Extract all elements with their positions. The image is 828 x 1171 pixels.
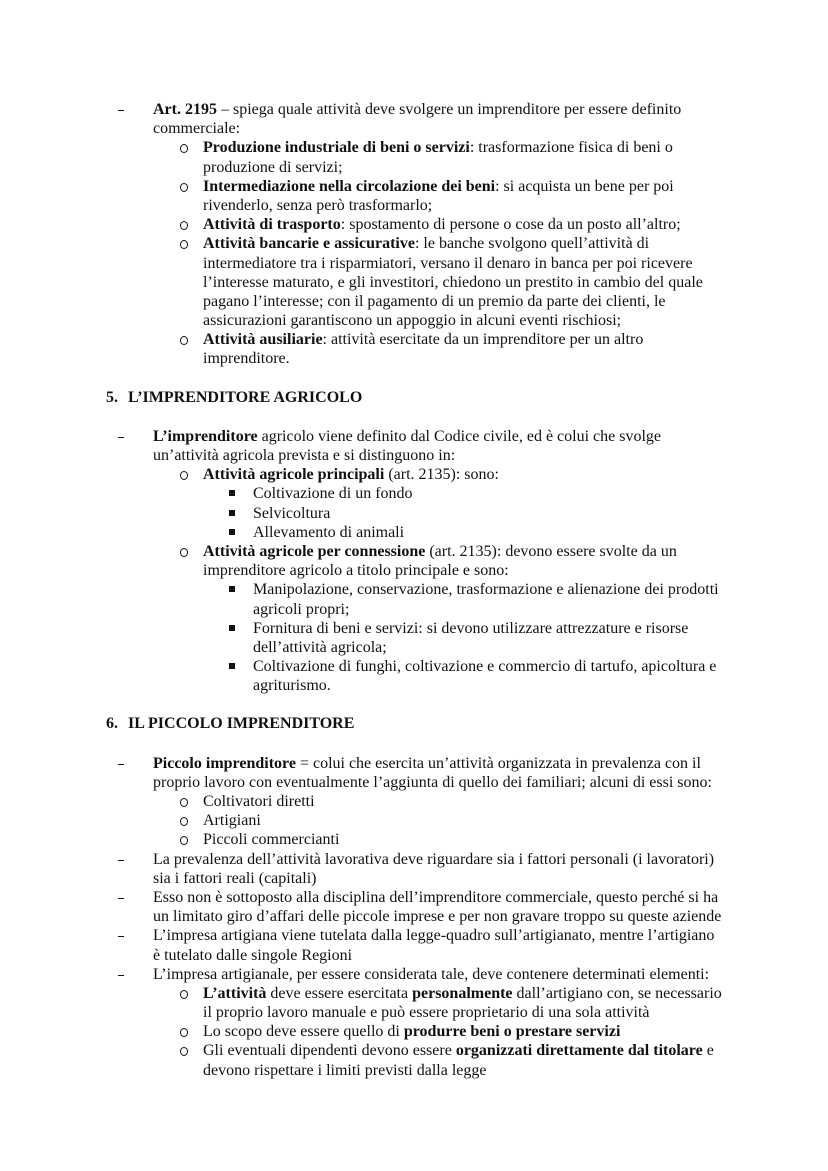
- bold-text: organizzati direttamente dal titolare: [455, 1042, 703, 1060]
- text: produzione di servizi;: [203, 158, 343, 176]
- text: intermediatore tra i risparmiatori, versano il denaro in banca per poi ricevere: [203, 254, 693, 272]
- text-line: [0, 619, 828, 638]
- text-line: [0, 676, 828, 695]
- list-item: [0, 830, 828, 849]
- text-line: [0, 850, 828, 869]
- bold-text: personalmente: [412, 984, 513, 1002]
- circle-bullet-icon: [180, 1047, 188, 1056]
- text: è tutelato dalle singole Regioni: [153, 946, 353, 964]
- text: Manipolazione, conservazione, trasformazione e alienazione dei prodotti: [253, 581, 719, 599]
- text-line: [0, 119, 828, 138]
- text: : si acquista un bene per poi: [495, 177, 674, 195]
- dash-bullet-icon: [118, 764, 124, 765]
- circle-bullet-icon: [180, 798, 188, 807]
- section: [0, 100, 828, 369]
- list-item: [0, 1022, 828, 1041]
- bold-text: produrre beni o prestare servizi: [403, 1023, 621, 1041]
- circle-bullet-icon: [180, 144, 188, 153]
- text: Gli eventuali dipendenti devono essere: [203, 1042, 456, 1060]
- list-item: [0, 100, 828, 138]
- text-line: [0, 754, 828, 773]
- text: : attività esercitate da un imprenditore per un altro: [322, 331, 644, 349]
- text: Coltivazione di funghi, coltivazione e commercio di tartufo, apicoltura e: [253, 658, 717, 676]
- text: il proprio lavoro manuale e può essere proprietario di una sola attività: [203, 1004, 650, 1022]
- bold-text: Piccolo imprenditore: [153, 754, 296, 772]
- text-line: [0, 888, 828, 907]
- text-line: [0, 1022, 828, 1041]
- list-item: [0, 965, 828, 984]
- text-line: [0, 580, 828, 599]
- text-line: [0, 984, 828, 1003]
- circle-bullet-icon: [180, 1028, 188, 1037]
- list-item: [0, 465, 828, 484]
- text-line: [0, 100, 828, 119]
- square-bullet-icon: [229, 510, 235, 516]
- text-line: [0, 792, 828, 811]
- bold-text: Attività di trasporto: [203, 216, 341, 234]
- text-line: [0, 811, 828, 830]
- text: Coltivazione di un fondo: [253, 485, 413, 503]
- text: l’interesse maturato, e gli investitori, chiedono un prestito in cambio del quale: [203, 273, 703, 291]
- list-item: [0, 177, 828, 215]
- list-item: [0, 504, 828, 523]
- text-line: [0, 215, 828, 234]
- text-line: [0, 349, 828, 368]
- text-line: [0, 254, 828, 273]
- text: agricoli propri;: [253, 600, 350, 618]
- square-bullet-icon: [229, 663, 235, 669]
- section-title: IL PICCOLO IMPRENDITORE: [128, 715, 355, 733]
- document-page: [0, 100, 828, 1080]
- text: : le banche svolgono quell’attività di: [414, 235, 650, 253]
- bold-text: Attività agricole principali: [203, 466, 385, 484]
- text: L’impresa artigiana viene tutelata dalla legge-quadro sull’artigianato, mentre l’artigiano: [153, 927, 715, 945]
- section-number: 5.: [106, 388, 118, 406]
- text-line: [0, 965, 828, 984]
- list-item: [0, 984, 828, 1022]
- square-bullet-icon: [229, 625, 235, 631]
- text: dall’artigiano con, se necessario: [512, 984, 722, 1002]
- text: : spostamento di persone o cose da un posto all’altro;: [340, 216, 681, 234]
- list-item: [0, 484, 828, 503]
- text: imprenditore agricolo a titolo principale e sono:: [203, 562, 509, 580]
- text-line: [0, 830, 828, 849]
- text: Esso non è sottoposto alla disciplina dell’imprenditore commerciale, questo perché si ha: [153, 888, 719, 906]
- text: assicurazioni garantiscono un appoggio in alcuni eventi rischiosi;: [203, 312, 622, 330]
- text: sia i fattori reali (capitali): [153, 869, 317, 887]
- text: dell’attività agricola;: [253, 638, 387, 656]
- text: commerciale:: [153, 120, 241, 138]
- text-line: [0, 465, 828, 484]
- square-bullet-icon: [229, 490, 235, 496]
- text-line: [0, 1041, 828, 1060]
- bold-text: Attività ausiliarie: [203, 331, 323, 349]
- circle-bullet-icon: [180, 817, 188, 826]
- text-line: [0, 446, 828, 465]
- text: devono rispettare i limiti previsti dalla legge: [203, 1061, 487, 1079]
- section-heading: [0, 388, 828, 407]
- text-line: [0, 504, 828, 523]
- text-line: [0, 600, 828, 619]
- circle-bullet-icon: [180, 548, 188, 557]
- list-item: [0, 427, 828, 465]
- text-line: [0, 1003, 828, 1022]
- circle-bullet-icon: [180, 990, 188, 999]
- text-line: [0, 869, 828, 888]
- text: Piccoli commercianti: [203, 831, 340, 849]
- circle-bullet-icon: [180, 836, 188, 845]
- circle-bullet-icon: [180, 221, 188, 230]
- circle-bullet-icon: [180, 336, 188, 345]
- text-line: [0, 138, 828, 157]
- text-line: [0, 311, 828, 330]
- text-line: [0, 657, 828, 676]
- text-line: [0, 234, 828, 253]
- bold-text: L’imprenditore: [153, 427, 258, 445]
- list-item: [0, 792, 828, 811]
- list-item: [0, 888, 828, 926]
- text: = colui che esercita un’attività organizzata in prevalenza con il: [295, 754, 701, 772]
- dash-bullet-icon: [118, 898, 124, 899]
- square-bullet-icon: [229, 586, 235, 592]
- text: La prevalenza dell’attività lavorativa deve riguardare sia i fattori personali (i lavoratori): [153, 850, 715, 868]
- text: un’attività agricola prevista e si distinguono in:: [153, 447, 456, 464]
- text-line: [0, 946, 828, 965]
- text-line: [0, 273, 828, 292]
- section: [0, 388, 828, 696]
- bold-text: Art. 2195: [153, 101, 217, 118]
- bold-text: Intermediazione nella circolazione dei beni: [203, 177, 496, 195]
- text-line: [0, 292, 828, 311]
- section-number: 6.: [106, 715, 118, 733]
- text: un limitato giro d’affari delle piccole imprese e per non gravare troppo su queste aziende: [153, 908, 722, 926]
- text: Fornitura di beni e servizi: si devono utilizzare attrezzature e risorse: [253, 619, 689, 637]
- text: Coltivatori diretti: [203, 793, 315, 810]
- text: Allevamento di animali: [253, 523, 405, 541]
- text: Artigiani: [203, 812, 261, 830]
- list-item: [0, 330, 828, 368]
- text: : trasformazione fisica di beni o: [469, 139, 673, 157]
- text-line: [0, 177, 828, 196]
- text-line: [0, 330, 828, 349]
- list-item: [0, 619, 828, 657]
- text: rivenderlo, senza però trasformarlo;: [203, 196, 433, 214]
- text: agriturismo.: [253, 677, 331, 695]
- text-line: [0, 638, 828, 657]
- dash-bullet-icon: [118, 936, 124, 937]
- section-title: L’IMPRENDITORE AGRICOLO: [128, 388, 363, 406]
- circle-bullet-icon: [180, 183, 188, 192]
- bold-text: Attività agricole per connessione: [203, 542, 426, 560]
- list-item: [0, 811, 828, 830]
- section: [0, 714, 828, 1079]
- list-item: [0, 926, 828, 964]
- list-item: [0, 523, 828, 542]
- text: imprenditore.: [203, 350, 290, 368]
- circle-bullet-icon: [180, 240, 188, 249]
- text-line: [0, 196, 828, 215]
- text-line: [0, 158, 828, 177]
- text-line: [0, 926, 828, 945]
- text-line: [0, 561, 828, 580]
- bold-text: L’attività: [203, 984, 267, 1002]
- text: Lo scopo deve essere quello di: [203, 1023, 404, 1041]
- text-line: [0, 1061, 828, 1080]
- text: (art. 2135): devono essere svolte da un: [425, 542, 677, 560]
- dash-bullet-icon: [118, 860, 124, 861]
- text: L’impresa artigianale, per essere considerata tale, deve contenere determinati elementi:: [153, 965, 710, 983]
- text: agricolo viene definito dal Codice civile, ed è colui che svolge: [257, 427, 662, 445]
- text: – spiega quale attività deve svolgere un imprenditore per essere definito: [216, 101, 682, 118]
- list-item: [0, 850, 828, 888]
- text-line: [0, 523, 828, 542]
- list-item: [0, 138, 828, 176]
- text-line: [0, 484, 828, 503]
- dash-bullet-icon: [118, 110, 124, 111]
- dash-bullet-icon: [118, 975, 124, 976]
- text: deve essere esercitata: [266, 984, 413, 1002]
- section-heading: [0, 714, 828, 733]
- circle-bullet-icon: [180, 471, 188, 480]
- text-line: [0, 907, 828, 926]
- list-item: [0, 234, 828, 330]
- text: (art. 2135): sono:: [384, 466, 499, 484]
- text: Selvicoltura: [253, 504, 331, 522]
- bold-text: Produzione industriale di beni o servizi: [203, 139, 470, 157]
- list-item: [0, 1041, 828, 1079]
- text-line: [0, 542, 828, 561]
- list-item: [0, 542, 828, 580]
- list-item: [0, 754, 828, 792]
- list-item: [0, 215, 828, 234]
- list-item: [0, 657, 828, 695]
- text: pagano l’interesse; con il pagamento di un premio da parte dei clienti, le: [203, 292, 666, 310]
- list-item: [0, 580, 828, 618]
- text: e: [702, 1042, 714, 1060]
- text: proprio lavoro con eventualmente l’aggiunta di quello dei familiari; alcuni di essi sono:: [153, 773, 712, 791]
- dash-bullet-icon: [118, 437, 124, 438]
- square-bullet-icon: [229, 529, 235, 535]
- text-line: [0, 427, 828, 446]
- bold-text: Attività bancarie e assicurative: [203, 235, 415, 253]
- text-line: [0, 773, 828, 792]
